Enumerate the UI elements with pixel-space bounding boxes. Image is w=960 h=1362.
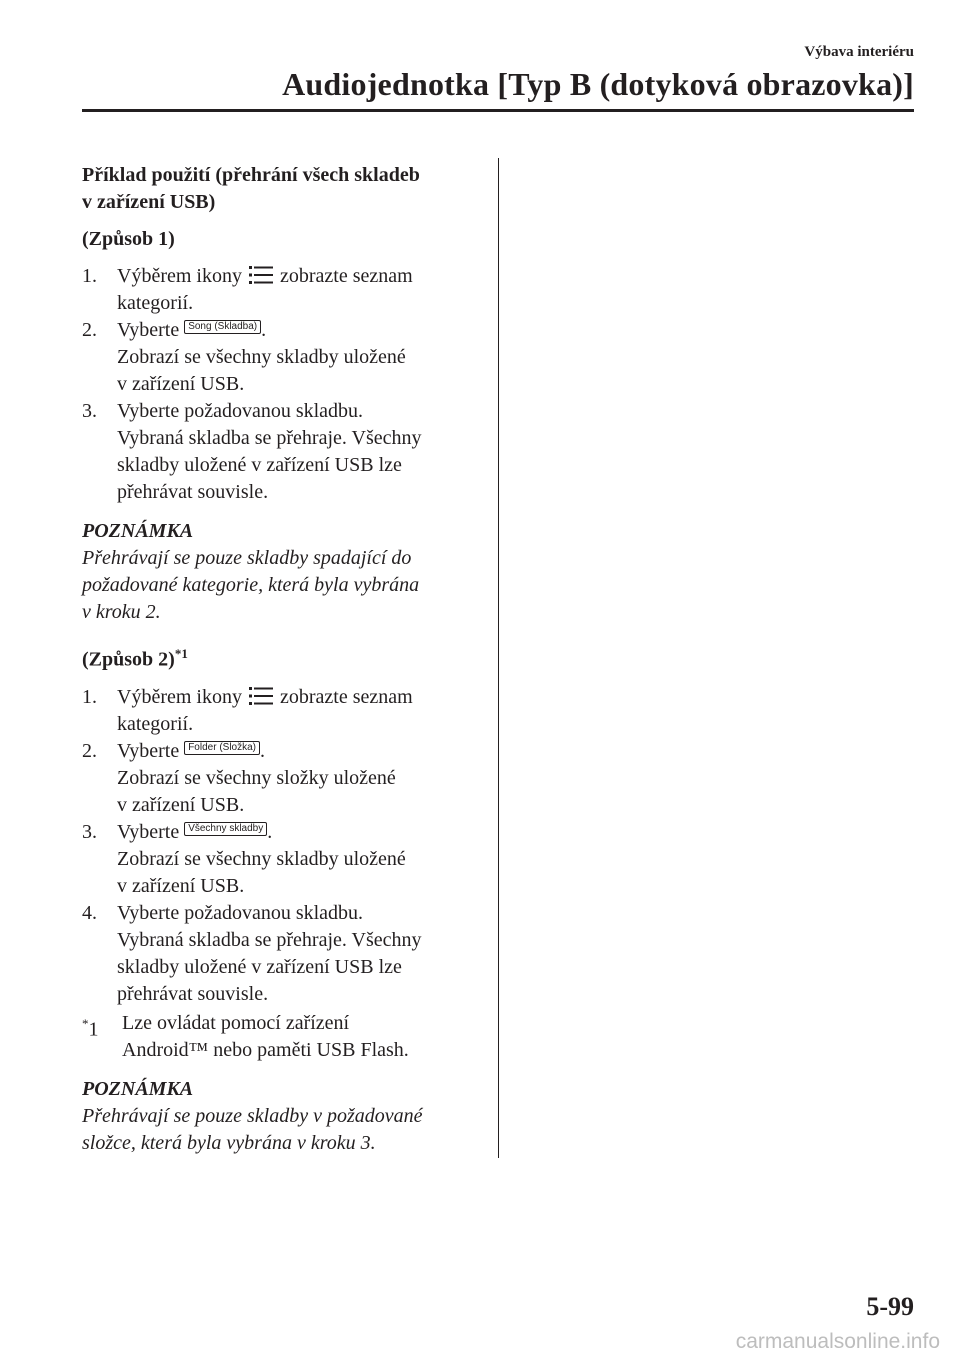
col-divider (498, 158, 499, 1158)
step-text: Zobrazí se všechny skladby uložené (117, 847, 406, 870)
step-text: Vybraná skladba se přehraje. Všechny (117, 427, 422, 449)
step-text: v zařízení USB. (117, 793, 245, 816)
step-number: 2. (82, 319, 97, 341)
step-text: kategorií. (117, 712, 194, 735)
method1-step1 (82, 263, 482, 317)
footnote-mark: *1 (82, 1015, 99, 1041)
step-text: přehrávat souvisle. (117, 481, 269, 503)
note-line: složce, která byla vybrána v kroku 3. (82, 1131, 376, 1154)
step-number: 4. (82, 901, 97, 924)
step-number: 3. (82, 400, 97, 422)
note1-text (82, 545, 482, 626)
step-text: Vyberte (117, 319, 180, 341)
step-text: Zobrazí se všechny složky uložené (117, 766, 396, 789)
step-text: skladby uložené v zařízení USB lze (117, 454, 402, 476)
song-button-chip: Song (Skladba) (184, 320, 261, 334)
step-text: Vyberte požadovanou skladbu. (117, 400, 364, 422)
folder-button-chip: Folder (Složka) (184, 741, 260, 755)
method1-step2 (82, 317, 482, 398)
section-label: Výbava interiéru (804, 44, 914, 60)
step-text: . (261, 319, 267, 341)
note-line: Přehrávají se pouze skladby spadající do (82, 547, 412, 569)
step-text: Vyberte požadovanou skladbu. (117, 901, 364, 924)
section-heading-line1: Příklad použití (přehrání všech skladeb (82, 164, 420, 186)
method2-step2 (82, 738, 482, 819)
step-text: Zobrazí se všechny skladby uložené (117, 346, 406, 368)
note2-text (82, 1103, 482, 1157)
step-text: Výběrem ikony (117, 685, 242, 708)
method2-step4 (82, 900, 482, 1008)
step-text: Vybraná skladba se přehraje. Všechny (117, 928, 422, 951)
step-text: v zařízení USB. (117, 874, 245, 897)
step-text: skladby uložené v zařízení USB lze (117, 955, 402, 978)
step-text: v zařízení USB. (117, 373, 245, 395)
step-number: 2. (82, 739, 97, 762)
step-text: přehrávat souvisle. (117, 982, 269, 1005)
footnote-ref: *1 (174, 646, 188, 661)
step-number: 1. (82, 265, 97, 287)
footnote-line: Android™ nebo paměti USB Flash. (122, 1038, 409, 1061)
step-text: Výběrem ikony (117, 265, 242, 287)
footnote-line: Lze ovládat pomocí zařízení (122, 1011, 350, 1034)
method2-title: (Způsob 2)$^{*1}$ (82, 646, 188, 671)
method1-title: (Způsob 1) (82, 228, 175, 250)
page-number: 5-99 (866, 1292, 914, 1321)
main-column (82, 162, 482, 1157)
section-heading (82, 162, 482, 216)
note1-title: POZNÁMKA (82, 520, 194, 542)
note-line: požadované kategorie, která byla vybrána (82, 574, 420, 596)
section-heading-line2: v zařízení USB) (82, 191, 216, 213)
note-line: Přehrávají se pouze skladby v požadované (82, 1104, 423, 1127)
step-text: kategorií. (117, 292, 194, 314)
header-rule (82, 109, 914, 112)
method1-step3 (82, 398, 482, 506)
step-number: 1. (82, 685, 97, 708)
step-text: zobrazte seznam (279, 265, 413, 287)
step-text: Vyberte (117, 739, 180, 762)
method2-step1 (82, 684, 482, 738)
step-number: 3. (82, 820, 97, 843)
footnote (82, 1010, 482, 1064)
page-title: Audiojednotka [Typ B (dotyková obrazovka)] (282, 66, 914, 102)
note2-title: POZNÁMKA (82, 1077, 194, 1100)
step-text: . (267, 820, 273, 843)
note-line: v kroku 2. (82, 601, 161, 623)
method2-step3 (82, 819, 482, 900)
step-text: Vyberte (117, 820, 180, 843)
list-icon (249, 686, 273, 706)
step-text: . (260, 739, 266, 762)
list-icon (249, 265, 273, 285)
watermark-link[interactable]: carmanualsonline.info (735, 1330, 940, 1353)
step-text: zobrazte seznam (279, 685, 413, 708)
all-songs-button-chip: Všechny skladby (184, 822, 267, 836)
